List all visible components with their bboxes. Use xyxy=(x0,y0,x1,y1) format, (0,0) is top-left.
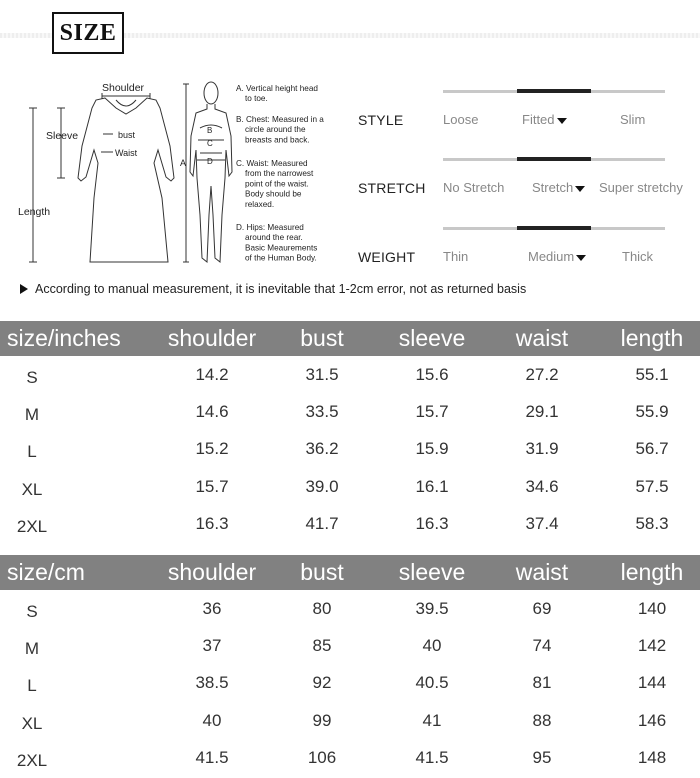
measurement-cell: 40 xyxy=(202,710,222,730)
measurement-cell: 31.9 xyxy=(525,439,559,459)
table-row xyxy=(0,702,700,739)
attr-selected-segment xyxy=(517,157,591,161)
measurement-cell: 99 xyxy=(312,710,332,730)
attr-row-weight xyxy=(358,227,688,287)
measurement-cell: 142 xyxy=(637,636,667,656)
attr-selected-segment xyxy=(517,89,591,93)
measurement-cell: 148 xyxy=(637,748,667,768)
attr-option: Thin xyxy=(443,249,469,264)
size-cell: 2XL xyxy=(16,751,48,771)
measurement-cell: 85 xyxy=(312,636,332,656)
measurement-cell: 92 xyxy=(312,673,332,693)
attr-option: Loose xyxy=(443,112,479,127)
measurement-cell: 40 xyxy=(422,636,442,656)
measurement-cell: 140 xyxy=(637,598,667,618)
measurement-note: According to manual measurement, it is inevitable that 1-2cm error, not as returned basis xyxy=(20,282,526,296)
note-line: around the rear. xyxy=(245,233,303,243)
size-cell: L xyxy=(27,442,37,462)
size-table-inches xyxy=(0,321,700,543)
measurement-cell: 144 xyxy=(637,673,667,693)
attr-option: Slim xyxy=(620,112,646,127)
measurement-cell: 39.5 xyxy=(415,598,449,618)
measurement-cell: 33.5 xyxy=(305,402,339,422)
measurement-notes xyxy=(236,84,324,263)
attr-label: WEIGHT xyxy=(358,249,416,265)
bust-label: bust xyxy=(118,130,136,140)
measurement-cell: 15.2 xyxy=(195,439,229,459)
measurement-cell: 15.9 xyxy=(415,439,449,459)
measurement-cell: 81 xyxy=(532,673,552,693)
attr-label: STYLE xyxy=(358,112,404,128)
column-header: size/inches xyxy=(0,321,157,356)
table-row xyxy=(0,590,700,627)
attr-option: Medium xyxy=(528,249,586,264)
note-line: B. Chest: Measured in a xyxy=(236,115,324,124)
measurement-cell: 80 xyxy=(312,598,332,618)
attr-selected-segment xyxy=(517,226,591,230)
measurement-diagram xyxy=(0,70,350,270)
measurement-cell: 56.7 xyxy=(635,439,669,459)
measurement-cell: 16.3 xyxy=(195,514,229,534)
note-line: of the Human Body. xyxy=(245,253,317,263)
length-label: Length xyxy=(18,206,51,218)
shoulder-label: Shoulder xyxy=(102,82,145,94)
attr-option: Fitted xyxy=(522,112,567,127)
column-header: bust xyxy=(267,555,377,590)
attr-scale-track xyxy=(443,227,665,230)
measurement-cell: 58.3 xyxy=(635,514,669,534)
size-cell: L xyxy=(27,676,37,696)
waist-label: Waist xyxy=(115,148,138,158)
measurement-cell: 55.9 xyxy=(635,402,669,422)
play-triangle-icon xyxy=(20,284,28,294)
note-line: breasts and back. xyxy=(245,135,310,145)
size-title: SIZE xyxy=(52,12,124,54)
size-cell: 2XL xyxy=(16,517,48,537)
note-line: to toe. xyxy=(245,94,268,104)
size-cell: M xyxy=(24,639,40,659)
measurement-cell: 57.5 xyxy=(635,476,669,496)
measurement-cell: 74 xyxy=(532,636,552,656)
size-cell: XL xyxy=(21,713,43,733)
measurement-cell: 31.5 xyxy=(305,364,339,384)
table-row xyxy=(0,506,700,543)
attr-scale-track xyxy=(443,158,665,161)
note-line: from the narrowest xyxy=(245,169,314,179)
measurement-cell: 15.6 xyxy=(415,364,449,384)
measurement-cell: 37 xyxy=(202,636,222,656)
measurement-cell: 34.6 xyxy=(525,476,559,496)
body-head xyxy=(204,82,218,104)
note-line: circle around the xyxy=(245,125,306,135)
attr-scale-track xyxy=(443,90,665,93)
measurement-cell: 55.1 xyxy=(635,364,669,384)
table-row xyxy=(0,468,700,505)
size-cell: S xyxy=(26,601,38,621)
note-line: A. Vertical height head xyxy=(236,84,318,93)
column-header: shoulder xyxy=(157,321,267,356)
attr-option: Stretch xyxy=(532,180,585,195)
measurement-cell: 38.5 xyxy=(195,673,229,693)
dress-outline xyxy=(78,98,174,262)
measurement-cell: 69 xyxy=(532,598,552,618)
size-cell: S xyxy=(26,367,38,387)
measurement-cell: 15.7 xyxy=(195,476,229,496)
measurement-cell: 41 xyxy=(422,710,442,730)
measurement-cell: 106 xyxy=(307,748,337,768)
measurement-cell: 15.7 xyxy=(415,402,449,422)
attr-row-style xyxy=(358,90,688,150)
size-cell: XL xyxy=(21,479,43,499)
note-line: point of the waist. xyxy=(245,179,309,189)
measurement-cell: 36.2 xyxy=(305,439,339,459)
column-header: sleeve xyxy=(377,555,487,590)
note-line: C. Waist: Measured xyxy=(236,159,308,168)
measurement-cell: 40.5 xyxy=(415,673,449,693)
marker-d: D xyxy=(207,157,213,166)
column-header: waist xyxy=(487,555,597,590)
measurement-cell: 14.6 xyxy=(195,402,229,422)
note-line: D. Hips: Measured xyxy=(236,223,304,232)
note-line: Body should be xyxy=(245,189,302,199)
attr-label: STRETCH xyxy=(358,180,426,196)
table-row xyxy=(0,356,700,393)
attr-row-stretch xyxy=(358,158,688,218)
table-row xyxy=(0,393,700,430)
attr-option: No Stretch xyxy=(443,180,505,195)
measurement-cell: 27.2 xyxy=(525,364,559,384)
size-table-cm xyxy=(0,555,700,777)
dress-neckline xyxy=(116,100,136,106)
measurement-cell: 16.3 xyxy=(415,514,449,534)
column-header: length xyxy=(597,555,700,590)
measurement-cell: 95 xyxy=(532,748,552,768)
table-row xyxy=(0,431,700,468)
measurement-cell: 41.7 xyxy=(305,514,339,534)
table-row xyxy=(0,627,700,664)
measurement-cell: 37.4 xyxy=(525,514,559,534)
column-header: shoulder xyxy=(157,555,267,590)
column-header: size/cm xyxy=(0,555,157,590)
note-line: Basic Meaurements xyxy=(245,243,318,253)
table-row xyxy=(0,665,700,702)
measurement-cell: 41.5 xyxy=(415,748,449,768)
measurement-cell: 41.5 xyxy=(195,748,229,768)
column-header: waist xyxy=(487,321,597,356)
measurement-cell: 88 xyxy=(532,710,552,730)
measurement-cell: 16.1 xyxy=(415,476,449,496)
column-header: sleeve xyxy=(377,321,487,356)
note-line: relaxed. xyxy=(245,199,275,209)
column-header: length xyxy=(597,321,700,356)
measurement-cell: 29.1 xyxy=(525,402,559,422)
marker-c: C xyxy=(207,139,213,148)
attr-option: Super stretchy xyxy=(599,180,683,195)
marker-b: B xyxy=(207,126,213,135)
measurement-cell: 14.2 xyxy=(195,364,229,384)
measurement-cell: 146 xyxy=(637,710,667,730)
measurement-cell: 36 xyxy=(202,598,222,618)
size-cell: M xyxy=(24,405,40,425)
attr-option: Thick xyxy=(622,249,654,264)
measurement-cell: 39.0 xyxy=(305,476,339,496)
table-row xyxy=(0,740,700,777)
marker-a: A xyxy=(180,158,187,168)
column-header: bust xyxy=(267,321,377,356)
sleeve-label: Sleeve xyxy=(46,130,79,142)
